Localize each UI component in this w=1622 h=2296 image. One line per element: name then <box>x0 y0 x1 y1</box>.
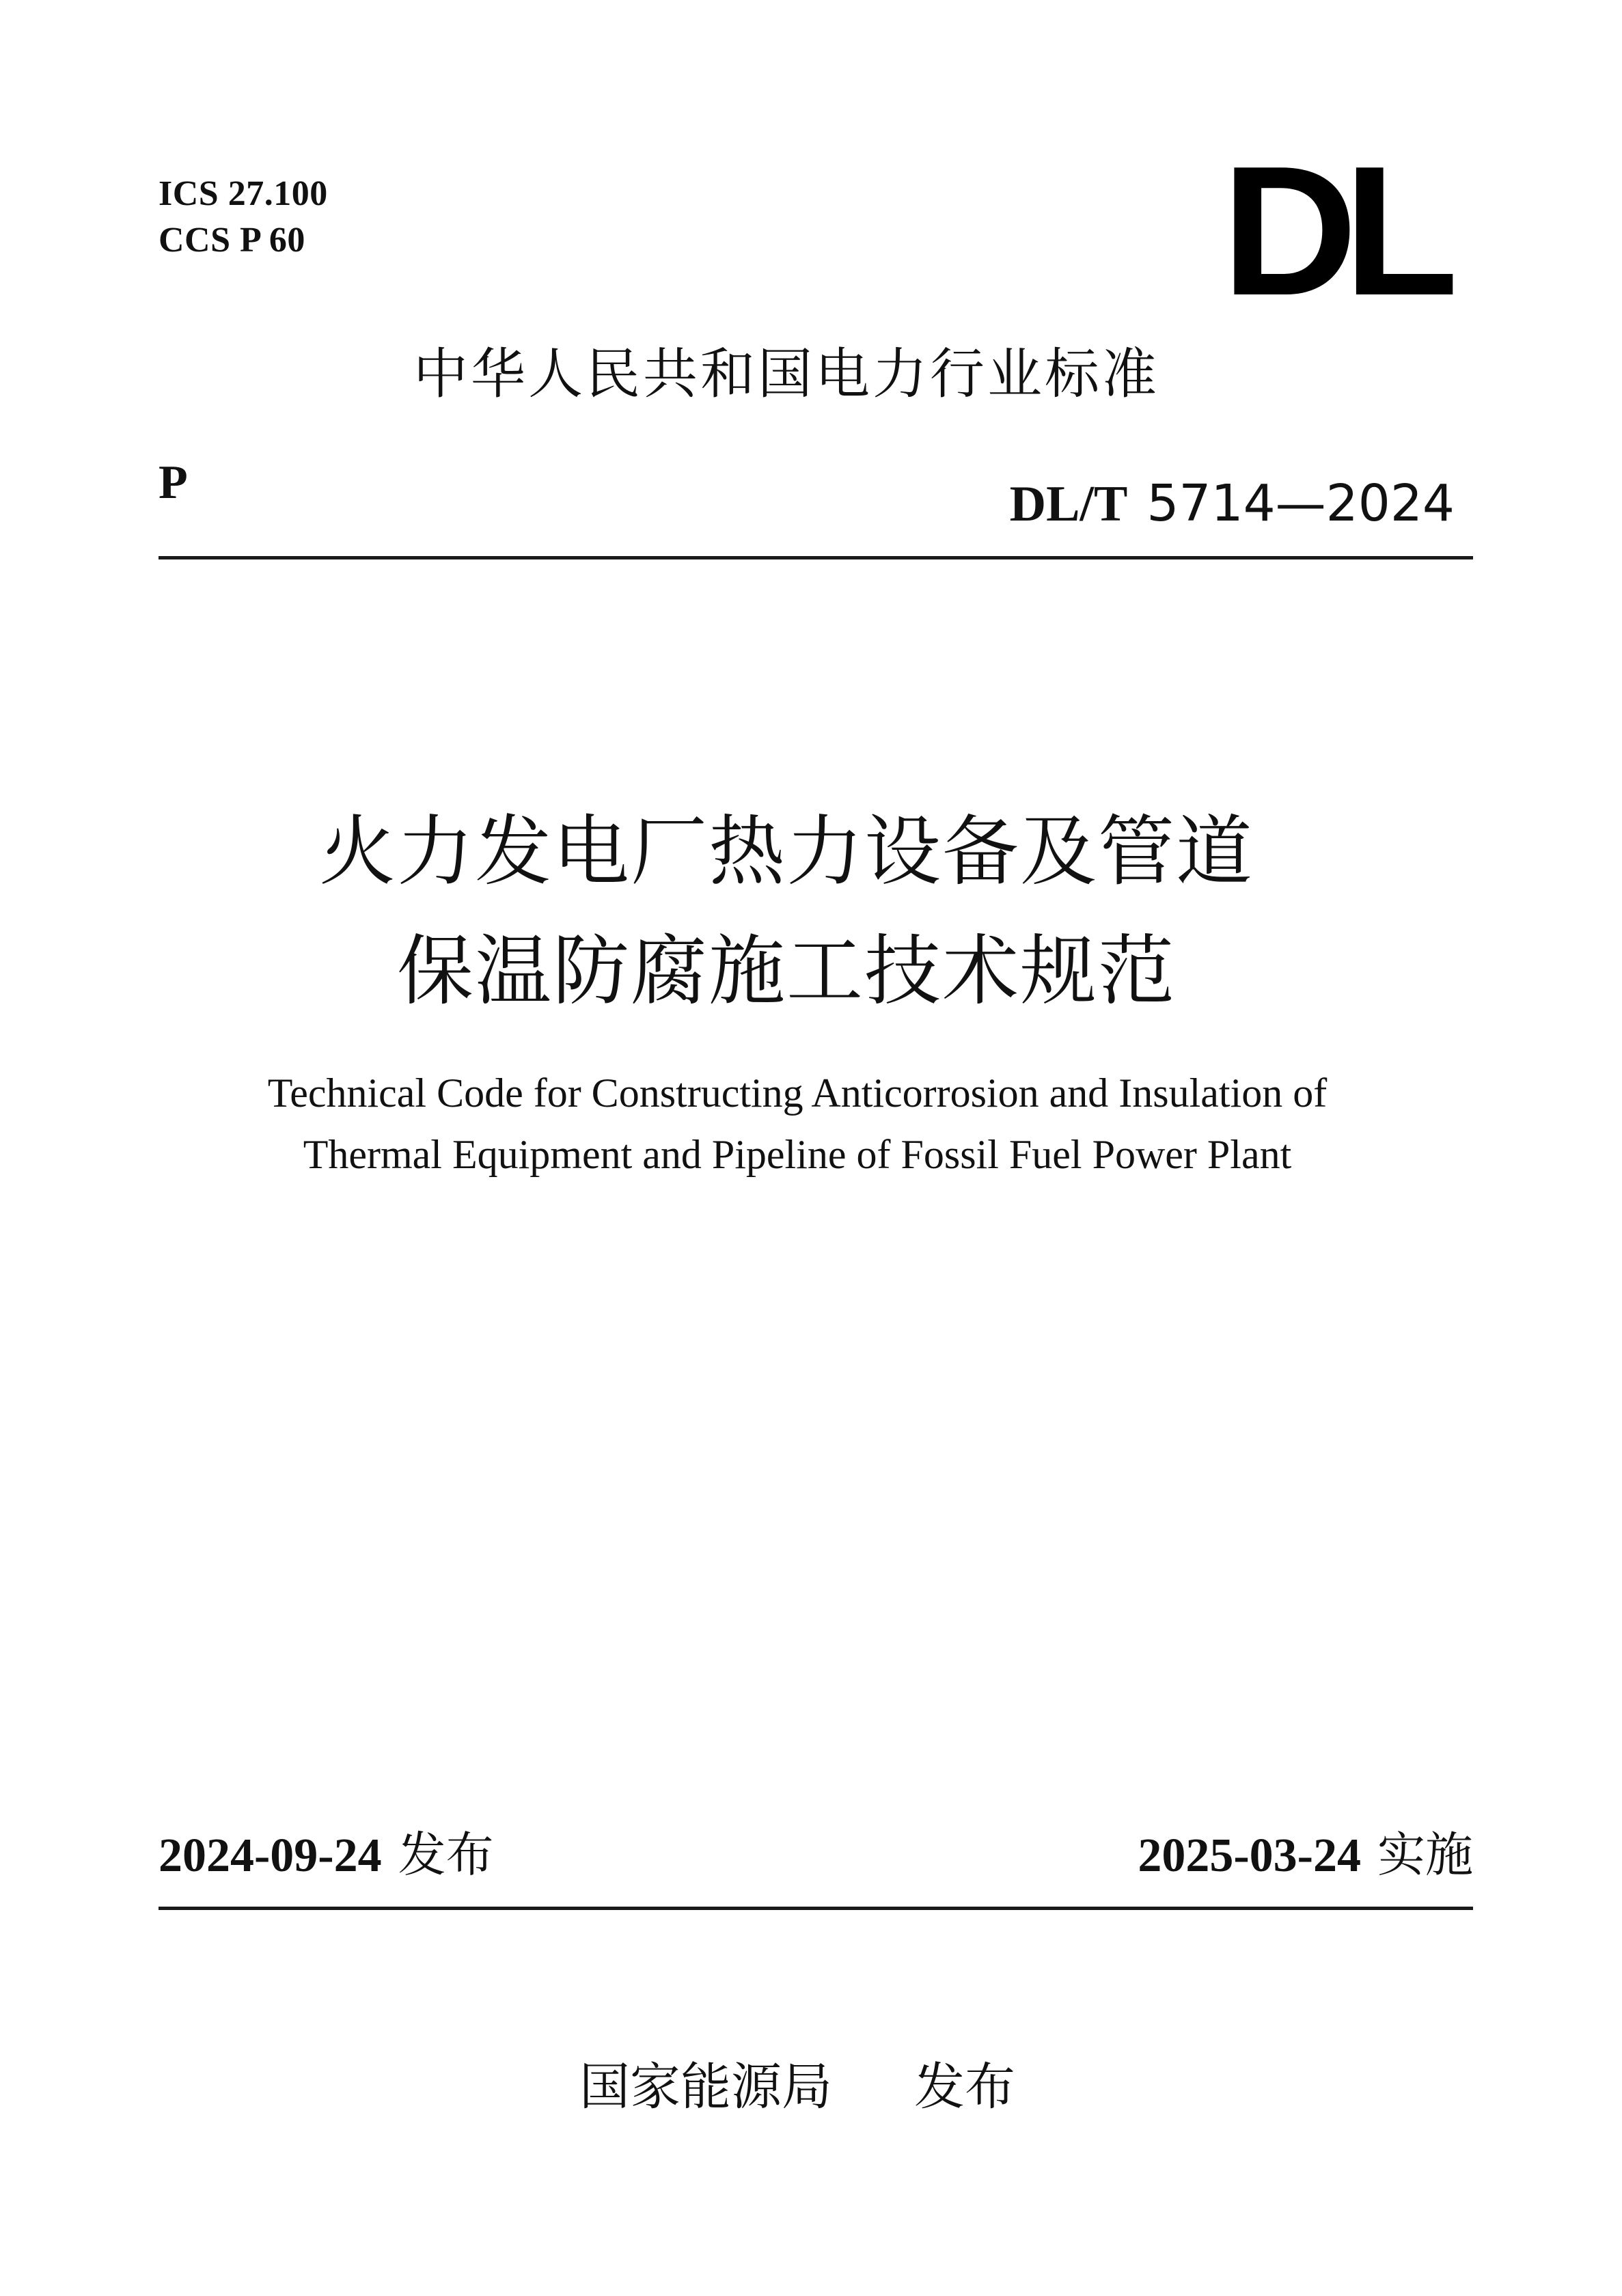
title-en-line-1-text: Technical Code for Constructing Anticorrosion and Insulation of <box>267 1070 1328 1116</box>
issuer <box>0 2058 1622 2116</box>
publish-date <box>159 1827 494 1883</box>
dates-divider <box>159 1907 1473 1910</box>
title-cn-line-1-text: 火力发电厂热力设备及管道 <box>319 810 1254 895</box>
ics-code: ICS 27.100 <box>159 174 328 213</box>
title-cn-line-2-text: 保温防腐施工技术规范 <box>397 930 1176 1014</box>
issuer-name: 国家能源局 <box>579 2058 832 2116</box>
ccs-code: CCS P 60 <box>159 221 305 260</box>
effective-date-value: 2025-03-24 <box>1138 1829 1361 1882</box>
title-en-line-2 <box>0 1134 1622 1175</box>
standard-type-heading <box>0 342 1622 406</box>
title-cn-line-1 <box>0 810 1622 895</box>
standard-number <box>1009 474 1455 533</box>
publish-date-value: 2024-09-24 <box>159 1829 382 1882</box>
title-en-line-2-text: Thermal Equipment and Pipeline of Fossil Fuel Power Plant <box>303 1132 1292 1177</box>
standard-number-prefix: DL/T <box>1009 476 1128 532</box>
effective-date-label: 实施 <box>1377 1827 1473 1883</box>
title-en-line-1 <box>0 1070 1622 1116</box>
category-letter: P <box>159 456 188 509</box>
issuer-action: 发布 <box>914 2058 1015 2116</box>
standard-number-value: 5714—2024 <box>1146 474 1455 533</box>
publish-date-label: 发布 <box>398 1827 494 1883</box>
effective-date <box>1138 1827 1473 1883</box>
title-cn-line-2 <box>0 930 1622 1014</box>
standard-type-text: 中华人民共和国电力行业标准 <box>413 342 1159 406</box>
dl-logo: DL <box>1222 128 1445 334</box>
top-divider <box>159 556 1473 559</box>
